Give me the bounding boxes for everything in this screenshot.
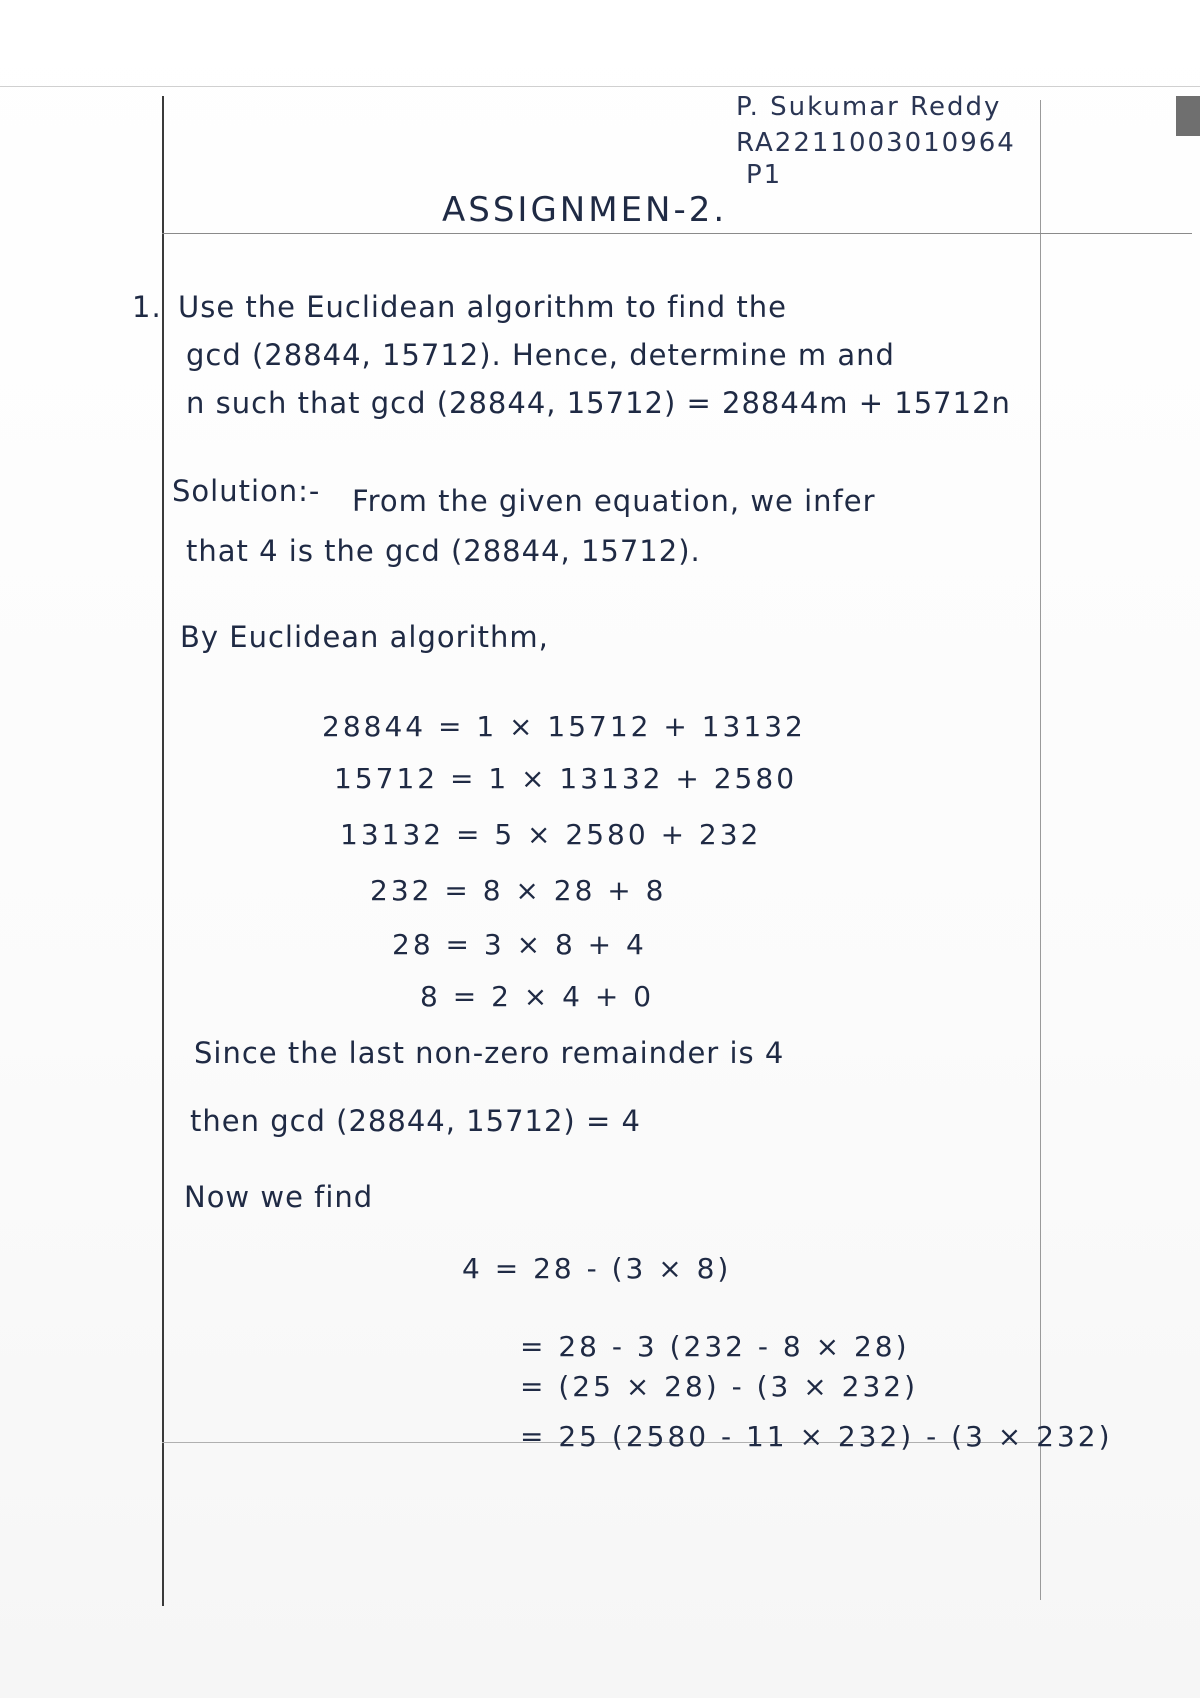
- student-name: P. Sukumar Reddy: [736, 92, 1002, 122]
- euclid-step-3: 13132 = 5 × 2580 + 232: [340, 818, 762, 851]
- euclid-step-4: 232 = 8 × 28 + 8: [370, 874, 667, 907]
- question-line-1: Use the Euclidean algorithm to find the: [178, 290, 787, 324]
- solution-intro-line-1: From the given equation, we infer: [352, 484, 876, 518]
- solution-label: Solution:-: [172, 474, 321, 508]
- euclid-step-6: 8 = 2 × 4 + 0: [420, 980, 655, 1013]
- assignment-title: ASSIGNMEN-2.: [442, 190, 728, 230]
- back-substitution-3: = (25 × 28) - (3 × 232): [520, 1370, 918, 1403]
- method-line: By Euclidean algorithm,: [180, 620, 549, 654]
- right-margin-line: [1040, 100, 1041, 1600]
- section-label: P1: [746, 160, 783, 190]
- find-line: Now we find: [184, 1180, 374, 1214]
- euclid-step-2: 15712 = 1 × 13132 + 2580: [334, 762, 798, 795]
- margin-line: [162, 96, 164, 1606]
- top-rule: [0, 86, 1200, 87]
- euclid-step-5: 28 = 3 × 8 + 4: [392, 928, 647, 961]
- conclusion-line-1: Since the last non-zero remainder is 4: [194, 1036, 785, 1070]
- title-underline-rule: [162, 233, 1192, 234]
- question-number: 1.: [132, 290, 162, 324]
- euclid-step-1: 28844 = 1 × 15712 + 13132: [322, 710, 806, 743]
- back-substitution-4: = 25 (2580 - 11 × 232) - (3 × 232): [520, 1420, 1113, 1453]
- page-edge-tab: [1176, 96, 1200, 136]
- question-line-2: gcd (28844, 15712). Hence, determine m and: [186, 338, 895, 372]
- question-line-3: n such that gcd (28844, 15712) = 28844m + 15712n: [186, 386, 1011, 420]
- back-substitution-2: = 28 - 3 (232 - 8 × 28): [520, 1330, 910, 1363]
- conclusion-line-2: then gcd (28844, 15712) = 4: [190, 1104, 641, 1138]
- solution-intro-line-2: that 4 is the gcd (28844, 15712).: [186, 534, 701, 568]
- registration-number: RA2211003010964: [736, 128, 1016, 158]
- back-substitution-1: 4 = 28 - (3 × 8): [462, 1252, 732, 1285]
